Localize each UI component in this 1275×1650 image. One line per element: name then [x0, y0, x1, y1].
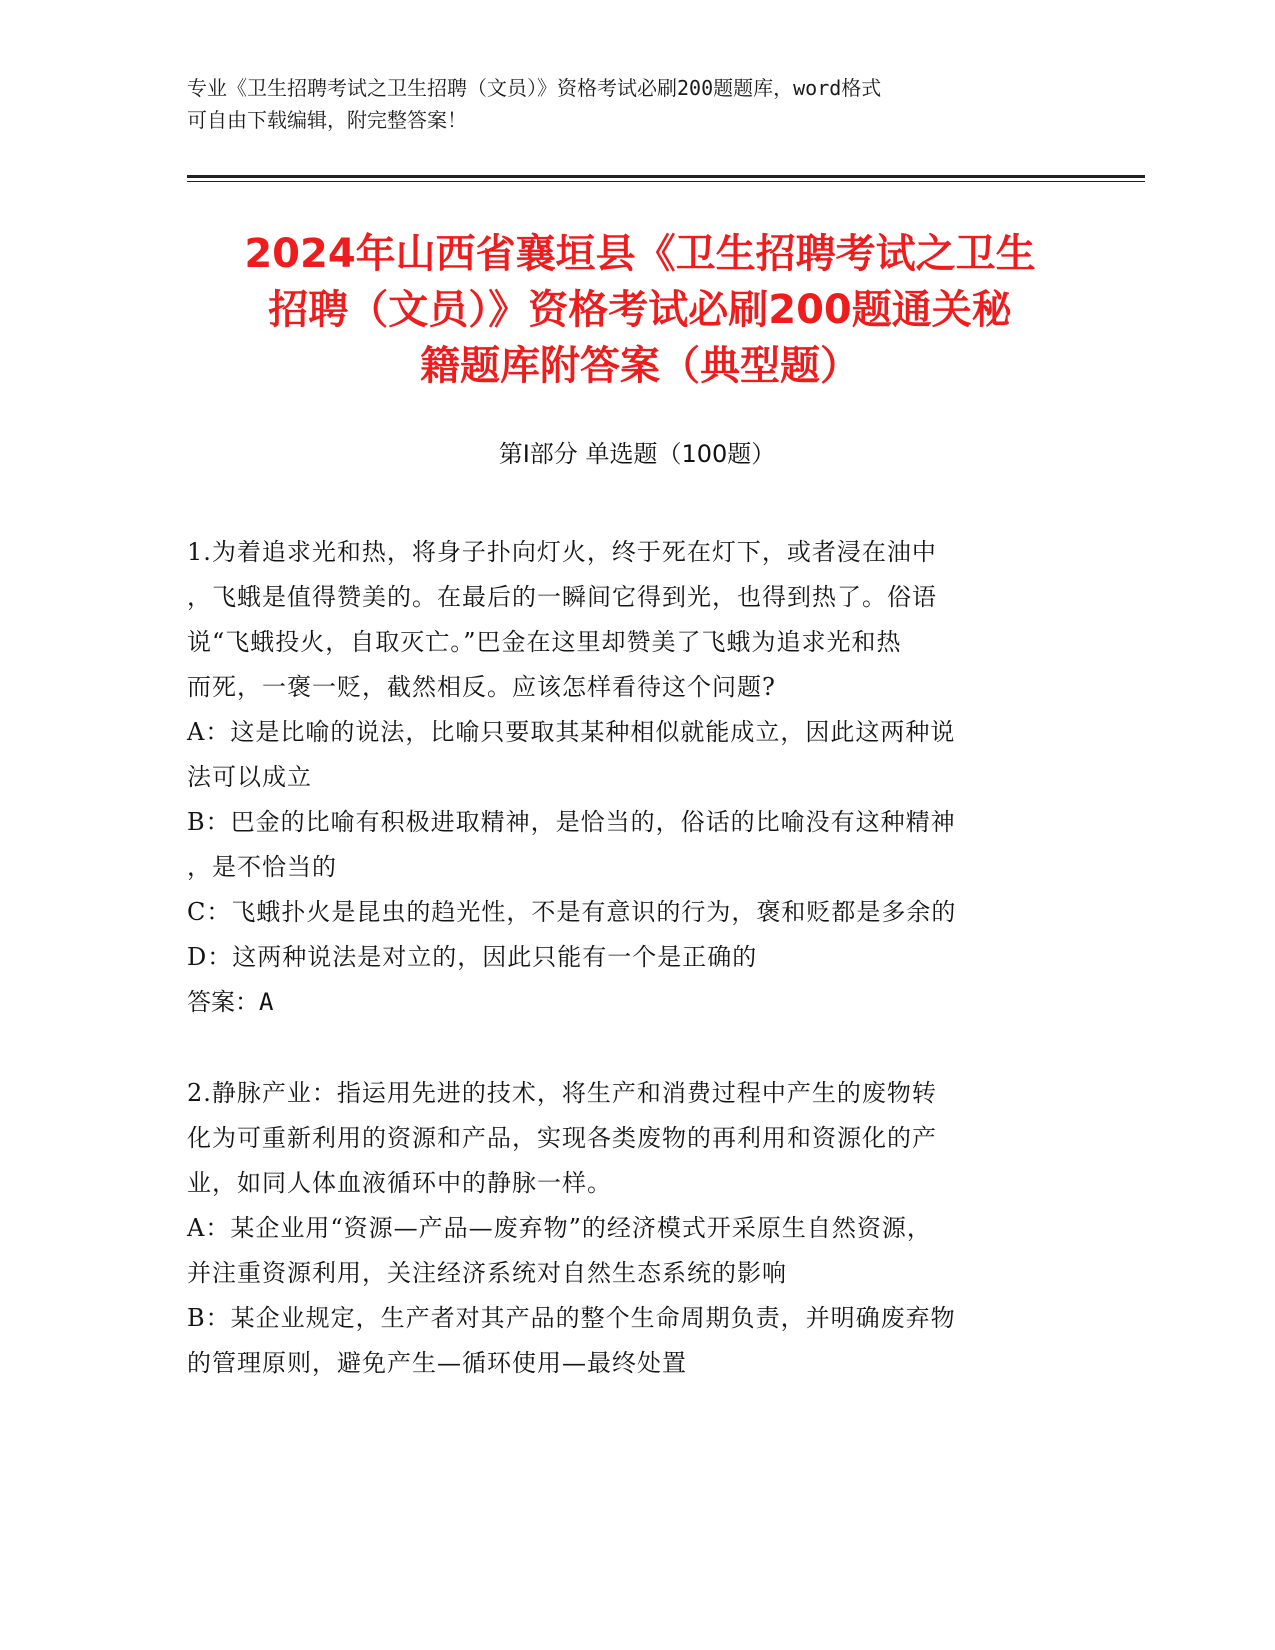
option-b-line: B：某企业规定，生产者对其产品的整个生命周期负责，并明确废弃物	[187, 1304, 956, 1332]
option-b-line: ，是不恰当的	[187, 853, 337, 881]
question-stem-line: 1.为着追求光和热，将身子扑向灯火，终于死在灯下，或者浸在油中	[187, 538, 937, 566]
option-a-line: 并注重资源利用，关注经济系统对自然生态系统的影响	[187, 1259, 787, 1287]
question-stem-line: 而死，一褒一贬，截然相反。应该怎样看待这个问题?	[187, 673, 776, 701]
question-item	[187, 1071, 1067, 1386]
title-line: 招聘（文员）》资格考试必刷200题通关秘	[268, 287, 1012, 333]
question-stem-line: ，飞蛾是值得赞美的。在最后的一瞬间它得到光，也得到热了。俗语	[187, 583, 937, 611]
question-stem-line: 化为可重新利用的资源和产品，实现各类废物的再利用和资源化的产	[187, 1124, 937, 1152]
header-divider-thick	[187, 175, 1145, 178]
header-divider-thin	[187, 181, 1145, 182]
option-b-line: B：巴金的比喻有积极进取精神，是恰当的，俗话的比喻没有这种精神	[187, 808, 956, 836]
title-line: 2024年山西省襄垣县《卫生招聘考试之卫生	[244, 231, 1036, 277]
question-list	[187, 530, 1067, 1432]
header-note-line: 专业《卫生招聘考试之卫生招聘（文员）》资格考试必刷200题题库，word格式	[187, 76, 882, 100]
section-heading: 第Ⅰ部分 单选题（100题）	[498, 440, 776, 468]
question-stem-line: 说“飞蛾投火，自取灭亡。”巴金在这里却赞美了飞蛾为追求光和热	[187, 628, 902, 656]
title-line: 籍题库附答案（典型题）	[420, 343, 860, 389]
question-stem-line: 业，如同人体血液循环中的静脉一样。	[187, 1169, 612, 1197]
question-item	[187, 530, 1067, 1025]
option-c-line: C：飞蛾扑火是昆虫的趋光性，不是有意识的行为，褒和贬都是多余的	[187, 898, 957, 926]
document-title	[180, 226, 1100, 394]
option-b-line: 的管理原则，避免产生—循环使用—最终处置	[187, 1349, 687, 1377]
option-d-line: D：这两种说法是对立的，因此只能有一个是正确的	[187, 943, 758, 971]
header-note-line: 可自由下载编辑，附完整答案！	[187, 108, 467, 132]
option-a-line: 法可以成立	[187, 763, 312, 791]
header-note	[187, 72, 1087, 136]
option-a-line: A：这是比喻的说法，比喻只要取其某种相似就能成立，因此这两种说	[187, 718, 956, 746]
answer-line	[187, 980, 1067, 1025]
answer-label: 答案：	[187, 988, 259, 1016]
option-a-line: A：某企业用“资源—产品—废弃物”的经济模式开采原生自然资源，	[187, 1214, 932, 1242]
question-stem-line: 2.静脉产业：指运用先进的技术，将生产和消费过程中产生的废物转	[187, 1079, 937, 1107]
answer-value: A	[259, 988, 274, 1016]
